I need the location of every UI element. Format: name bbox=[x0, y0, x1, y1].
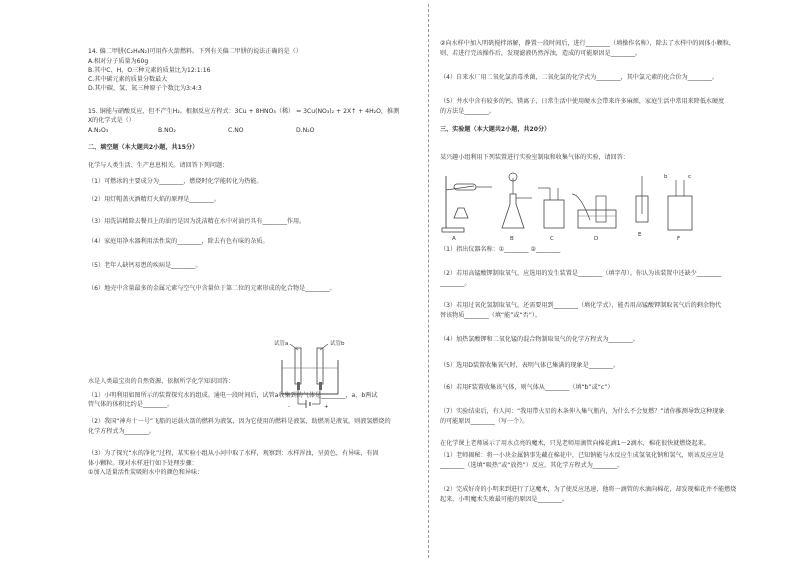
q17-part5-line1: （5）井水中含有较多的钙、镁离子，日常生活中使用硬水会带来许多麻烦，家庭生活中常用来降低水硬度 bbox=[440, 98, 725, 105]
q15-option-a: A.N₂O₃ bbox=[88, 127, 109, 134]
minus-label: - bbox=[288, 404, 290, 410]
q18-part3-line2: 替该物质________（填“能”或“否”）。 bbox=[440, 312, 541, 319]
q18-part7-line1: （7）实验结束后，有人问：“我用带火星的木条伸入集气瓶内，为什么不会复燃？”请你推测导致这种现象 bbox=[440, 408, 725, 415]
q14-stem: 14. 偏二甲肼(C₂H₈N₂)可用作火箭燃料。下列有关偏二甲肼的说法正确的是（） bbox=[88, 48, 302, 55]
q17-part5-line2: 的方法是________。 bbox=[440, 108, 495, 115]
q19-part1-line2: ________（选填“吸热”或“放热”）反应，其化学方程式为________。 bbox=[440, 462, 624, 469]
q16-part2: （2）用灯帽盖灭酒精灯火焰的原理是________。 bbox=[88, 196, 220, 203]
plus-label: + bbox=[324, 404, 329, 410]
q15-stem-line1: 15. 铜能与硝酸反应，但不产生H₂。根据反应方程式：3Cu + 8HNO₃（稀） = 3Cu(NO₃)₂ + 2X↑ + 4H₂O，推测 bbox=[88, 108, 400, 115]
q16-part4: （4）家庭用净水器利用活性炭的________，除去有色有味的杂质。 bbox=[88, 238, 269, 245]
q16-part5: （5）老年人缺钙易患的疾病是________。 bbox=[88, 262, 202, 269]
column-divider bbox=[428, 4, 429, 558]
q14-option-a: A.相对分子质量为60g bbox=[88, 58, 149, 65]
tube-a bbox=[295, 348, 301, 384]
apparatus-e-label: E bbox=[638, 232, 642, 238]
q17-part2-line2: 化学方程式为________。 bbox=[88, 428, 156, 435]
q17-part3-line2: 体小颗粒。现对水样进行如下处理步骤： bbox=[88, 460, 198, 467]
q17-part3-line1: （3）为了探究“水的净化”过程，某实验小组从小河中取了水样，观察到：水样浑浊，呈黄色，有异味，有固 bbox=[88, 450, 379, 457]
section-3-heading: 三、实验题（本大题共2小题，共20分） bbox=[440, 126, 551, 133]
apparatus-a-label: A bbox=[452, 236, 456, 242]
q18-part2-line1: （2）若用高锰酸钾制取氧气，应选用的发生装置是________（填字母）。你认为该装置中还缺少________ bbox=[440, 270, 722, 277]
q18-part7-line2: 的可能原因________（写一个）。 bbox=[440, 418, 529, 425]
apparatus-d-label: D bbox=[594, 236, 599, 242]
apparatus-f bbox=[664, 174, 692, 242]
q17-part3-line3: ①加入适量活性炭吸附水中的颜色和异味： bbox=[88, 469, 204, 476]
lab-apparatus-figure bbox=[440, 170, 700, 242]
apparatus-f-label: F bbox=[677, 236, 681, 242]
q17-intro: 水是人类最宝贵的自然资源，依据所学化学知识回答： bbox=[88, 378, 235, 385]
q18-part5: （5）选用D装置收集氧气时，表明气体已集满的现象是________。 bbox=[440, 362, 620, 369]
apparatus-f-c-label: c bbox=[688, 174, 692, 180]
q19-part2-line2: 起来，小明魔术失败最可能的原因是________。 bbox=[440, 496, 568, 503]
q17-part4: （4）自来水厂用二氧化氯消毒杀菌，二氧化氯的化学式为________，其中氯元素的化合价为________。 bbox=[440, 74, 719, 81]
q18-part2-line2: ________。 bbox=[440, 280, 471, 287]
q15-option-d: D.N₂O bbox=[296, 127, 315, 134]
q16-intro: 化学与人类生活、生产息息相关。请回答下列问题： bbox=[88, 162, 229, 169]
apparatus-f-b-label: b bbox=[664, 174, 668, 180]
q16-part3: （3）用洗洁精除去餐具上的油污是因为洗洁精在水中对油污具有________作用。 bbox=[88, 218, 306, 225]
q15-stem-line2: X的化学式是（） bbox=[88, 117, 135, 124]
q18-part1: （1）指出仪器名称：①________ ②________ bbox=[440, 246, 561, 253]
q17-part3-step2-line1: ②向水样中加入明矾搅拌溶解，静置一段时间后，进行________（填操作名称），除去了水样中的固体小颗粒， bbox=[440, 40, 735, 47]
tube-a-label: 试管a bbox=[274, 341, 289, 347]
q15-option-b: B.NO₂ bbox=[158, 127, 176, 134]
q17-part1-line1: （1）小明利用如图所示的装置探究水的组成。通电一段时间后，试管a收集到的气体是________，a、b两试 bbox=[88, 392, 378, 399]
q17-part3-step2-line2: 则，若进行完该操作后，发现滤液仍然浑浊，造成的可能原因是________。 bbox=[440, 50, 642, 57]
apparatus-c bbox=[538, 188, 564, 242]
q14-option-b: B.其中C、H、O三种元素的质量比为12:1:16 bbox=[88, 67, 211, 74]
tube-b bbox=[317, 348, 323, 384]
q15-option-c: C.NO bbox=[228, 127, 244, 134]
apparatus-c-label: C bbox=[550, 236, 554, 242]
apparatus-b bbox=[502, 173, 532, 242]
q19-part2-line1: （2）完成好奇的小明来到进行了这魔术，为了使反应迅速，他将一滴管的水滴向棉花，却发现棉花并不能燃烧 bbox=[440, 486, 737, 493]
q14-option-c: C.其中碳元素的质量分数最大 bbox=[88, 76, 168, 83]
q18-part6: （6）若用F装置收集该气体，则气体从________（填“b”或“c”） bbox=[440, 384, 614, 391]
apparatus-e bbox=[636, 176, 648, 238]
q16-part1: （1）可燃冰的主要成分为________，燃烧时化学能转化为热能。 bbox=[88, 178, 263, 185]
apparatus-a bbox=[442, 176, 492, 242]
apparatus-b-label: B bbox=[510, 236, 514, 242]
q17-part2-line1: （2）我国“神舟十一号”飞船的运载火箭的燃料为液氢，因为它使用的燃料是液氢，助燃剂是液氧，则液氢燃烧的 bbox=[88, 418, 391, 425]
q14-option-d: D.其中碳、氢、氮三种原子个数比为3:4:3 bbox=[88, 85, 202, 92]
q18-part4: （4）加热氯酸钾和二氧化锰的混合物制取氧气的化学方程式为________。 bbox=[440, 336, 639, 343]
section-2-heading: 二、填空题（本大题共2小题，共15分） bbox=[88, 144, 199, 151]
q17-part1-line2: 管气体的体积比约是________。 bbox=[88, 401, 174, 408]
tube-b-label: 试管b bbox=[330, 341, 345, 347]
electrolysis-apparatus-figure bbox=[268, 338, 356, 410]
q19-part1-line1: （1）老师揭秘：将一小块金属钠事先藏在棉花中，已知钠能与水反应生成氢氧化钠和氢气，则该反应应是 bbox=[440, 452, 725, 459]
q18-intro: 某兴趣小组利用下列装置进行实验室制取和收集气体的实验，请回答： bbox=[440, 154, 629, 161]
q19-intro: 在化学课上老师展示了用水点亮的魔术，只见老师用滴管向棉花滴1～2滴水，棉花很快就燃烧起来。 bbox=[440, 440, 710, 447]
q18-part3-line1: （3）若用过氧化氢制取氧气，还需要用到________（填化学式），能否用高锰酸钾制取氧气后的剩余物代 bbox=[440, 302, 722, 309]
water-tank bbox=[282, 360, 338, 394]
apparatus-d bbox=[572, 194, 616, 242]
q16-part6: （6）地壳中含量最多的金属元素与空气中含量位于第二位的元素形成的化合物是________。 bbox=[88, 285, 336, 292]
